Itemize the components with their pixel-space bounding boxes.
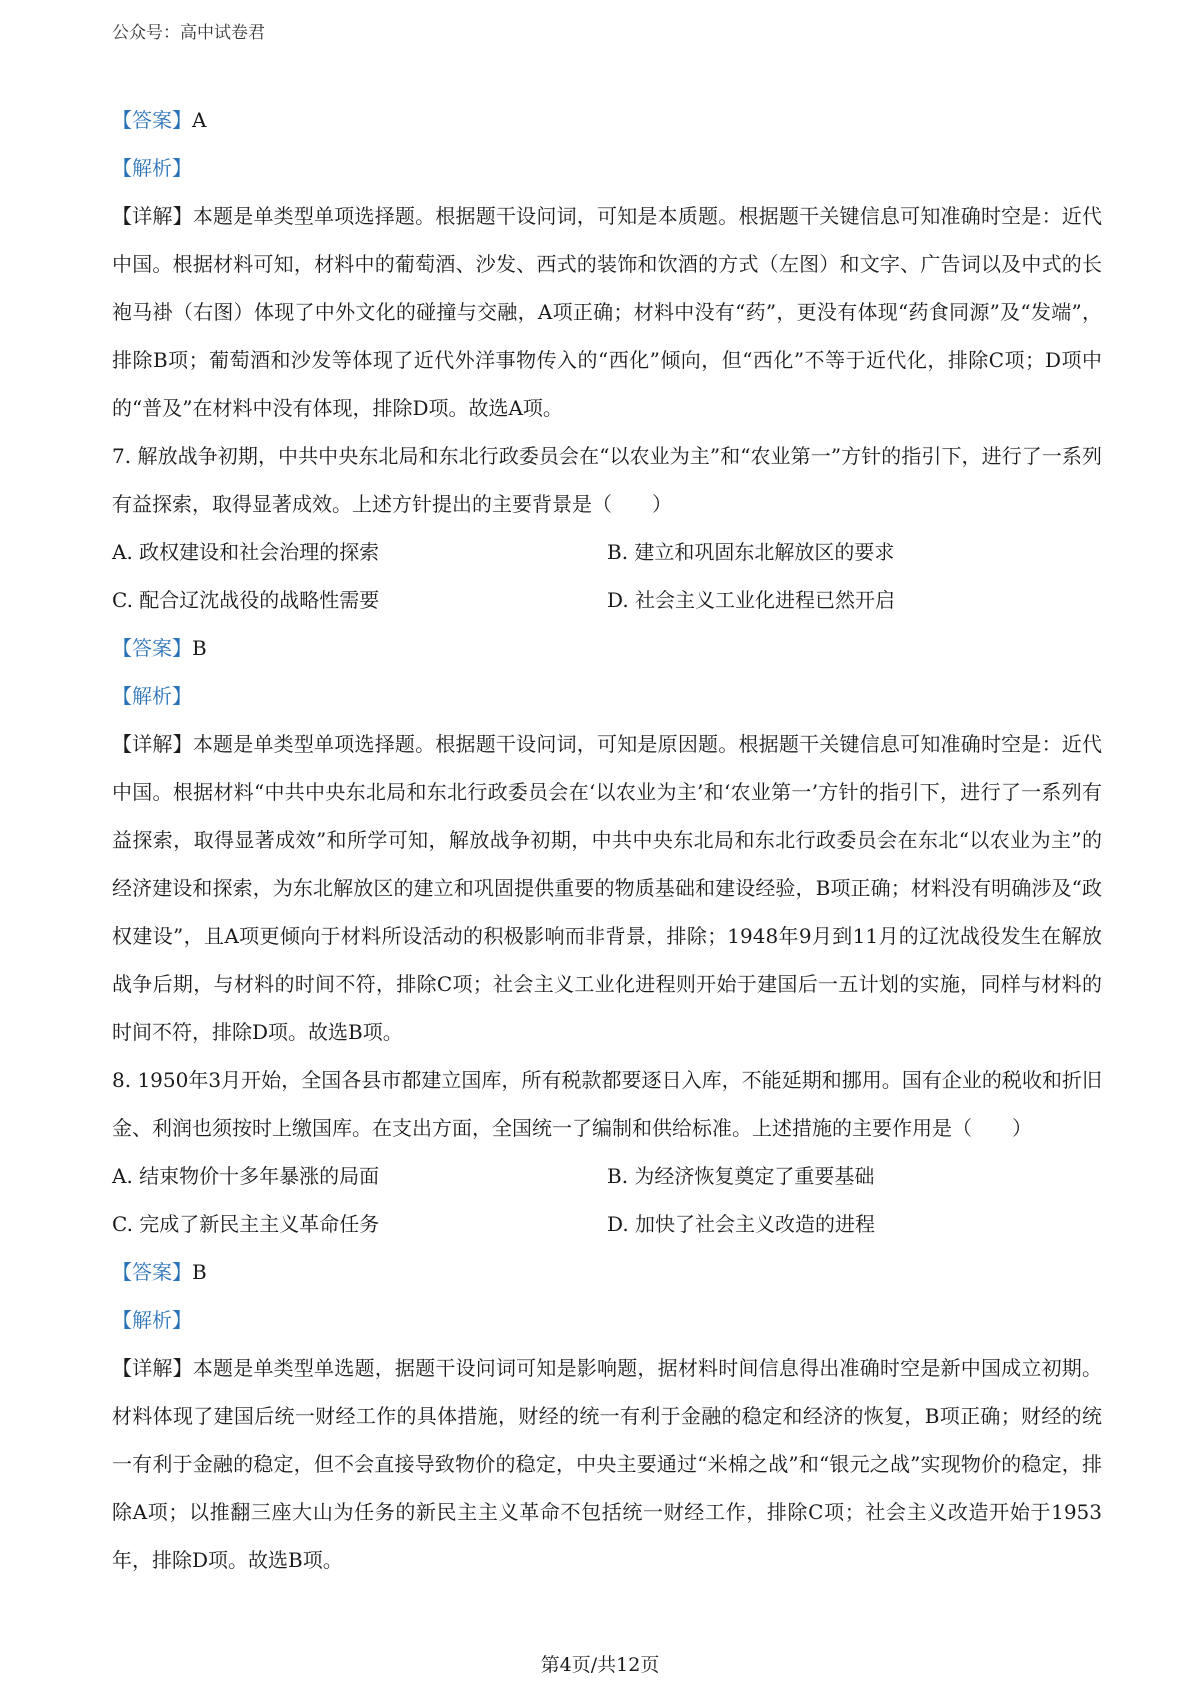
detail-paragraph [112, 720, 1102, 1056]
option-a: A. 结束物价十多年暴涨的局面 [112, 1164, 380, 1188]
question-7 [112, 432, 1102, 1056]
option-d: D. 社会主义工业化进程已然开启 [607, 588, 896, 612]
answer-line [112, 96, 1102, 144]
question-stem: 7. 解放战争初期，中共中央东北局和东北行政委员会在“以农业为主”和“农业第一”方针的指引下，进行了一系列有益探索，取得显著成效。上述方针提出的主要背景是（ ） [112, 444, 1102, 516]
detail-tag: 【详解】 [112, 1356, 193, 1380]
detail-text: 本题是单类型单项选择题。根据题干设问词，可知是原因题。根据题干关键信息可知准确时空是：近代中国。根据材料“中共中央东北局和东北行政委员会在‘以农业为主’和‘农业第一’方针的指引下，进行了一系列有益探索，取得显著成效”和所学可知，解放战争初期，中共中央东北局和东北行政委员会在东北“以农业为主”的经济建设和探索，为东北解放区的建立和巩固提供重要的物质基础和建设经验，B项正确；材料没有明确涉及“政权建设”，且A项更倾向于材料所设活动的积极影响而非背景，排除；1948年9月到11月的辽沈战役发生在解放战争后期，与材料的时间不符，排除C项；社会主义工业化进程则开始于建国后一五计划的实施，同样与材料的时间不符，排除D项。故选B项。 [112, 732, 1103, 1044]
question-stem: 8. 1950年3月开始，全国各县市都建立国库，所有税款都要逐日入库，不能延期和挪用。国有企业的税收和折旧金、利润也须按时上缴国库。在支出方面，全国统一了编制和供给标准。上述措施的主要作用是（ ） [112, 1068, 1102, 1140]
options-grid [112, 528, 1102, 624]
answer-value: A [192, 108, 207, 132]
answer-tag: 【答案】 [112, 108, 192, 132]
detail-tag: 【详解】 [112, 732, 193, 756]
answer-tag: 【答案】 [112, 1260, 192, 1284]
analysis-line [112, 672, 1102, 720]
document-body [112, 96, 1102, 1584]
option-b: B. 为经济恢复奠定了重要基础 [607, 1164, 875, 1188]
analysis-tag: 【解析】 [112, 684, 192, 708]
detail-paragraph [112, 192, 1102, 432]
option-d: D. 加快了社会主义改造的进程 [607, 1212, 876, 1236]
analysis-tag: 【解析】 [112, 156, 192, 180]
analysis-line [112, 144, 1102, 192]
detail-paragraph [112, 1344, 1102, 1584]
answer-value: B [192, 1260, 207, 1284]
option-a: A. 政权建设和社会治理的探索 [112, 540, 380, 564]
question-8 [112, 1056, 1102, 1584]
analysis-line [112, 1296, 1102, 1344]
answer-line [112, 1248, 1102, 1296]
detail-tag: 【详解】 [112, 204, 193, 228]
analysis-tag: 【解析】 [112, 1308, 192, 1332]
page-header: 公众号：高中试卷君 [112, 23, 265, 43]
page-number: 第4页/共12页 [540, 1654, 660, 1676]
detail-text: 本题是单类型单选题，据题干设问词可知是影响题，据材料时间信息得出准确时空是新中国成立初期。材料体现了建国后统一财经工作的具体措施，财经的统一有利于金融的稳定和经济的恢复，B项正确；财经的统一有利于金融的稳定，但不会直接导致物价的稳定，中央主要通过“米棉之战”和“银元之战”实现物价的稳定，排除A项；以推翻三座大山为任务的新民主主义革命不包括统一财经工作，排除C项；社会主义改造开始于1953年，排除D项。故选B项。 [112, 1356, 1103, 1572]
question-6-solution [112, 96, 1102, 432]
option-b: B. 建立和巩固东北解放区的要求 [607, 540, 895, 564]
answer-value: B [192, 636, 207, 660]
options-grid [112, 1152, 1102, 1248]
detail-text: 本题是单类型单项选择题。根据题干设问词，可知是本质题。根据题干关键信息可知准确时空是：近代中国。根据材料可知，材料中的葡萄酒、沙发、西式的装饰和饮酒的方式（左图）和文字、广告词以及中式的长袍马褂（右图）体现了中外文化的碰撞与交融，A项正确；材料中没有“药”，更没有体现“药食同源”及“发端”，排除B项；葡萄酒和沙发等体现了近代外洋事物传入的“西化”倾向，但“西化”不等于近代化，排除C项；D项中的“普及”在材料中没有体现，排除D项。故选A项。 [112, 204, 1103, 420]
option-c: C. 完成了新民主主义革命任务 [112, 1212, 380, 1236]
answer-tag: 【答案】 [112, 636, 192, 660]
answer-line [112, 624, 1102, 672]
option-c: C. 配合辽沈战役的战略性需要 [112, 588, 380, 612]
